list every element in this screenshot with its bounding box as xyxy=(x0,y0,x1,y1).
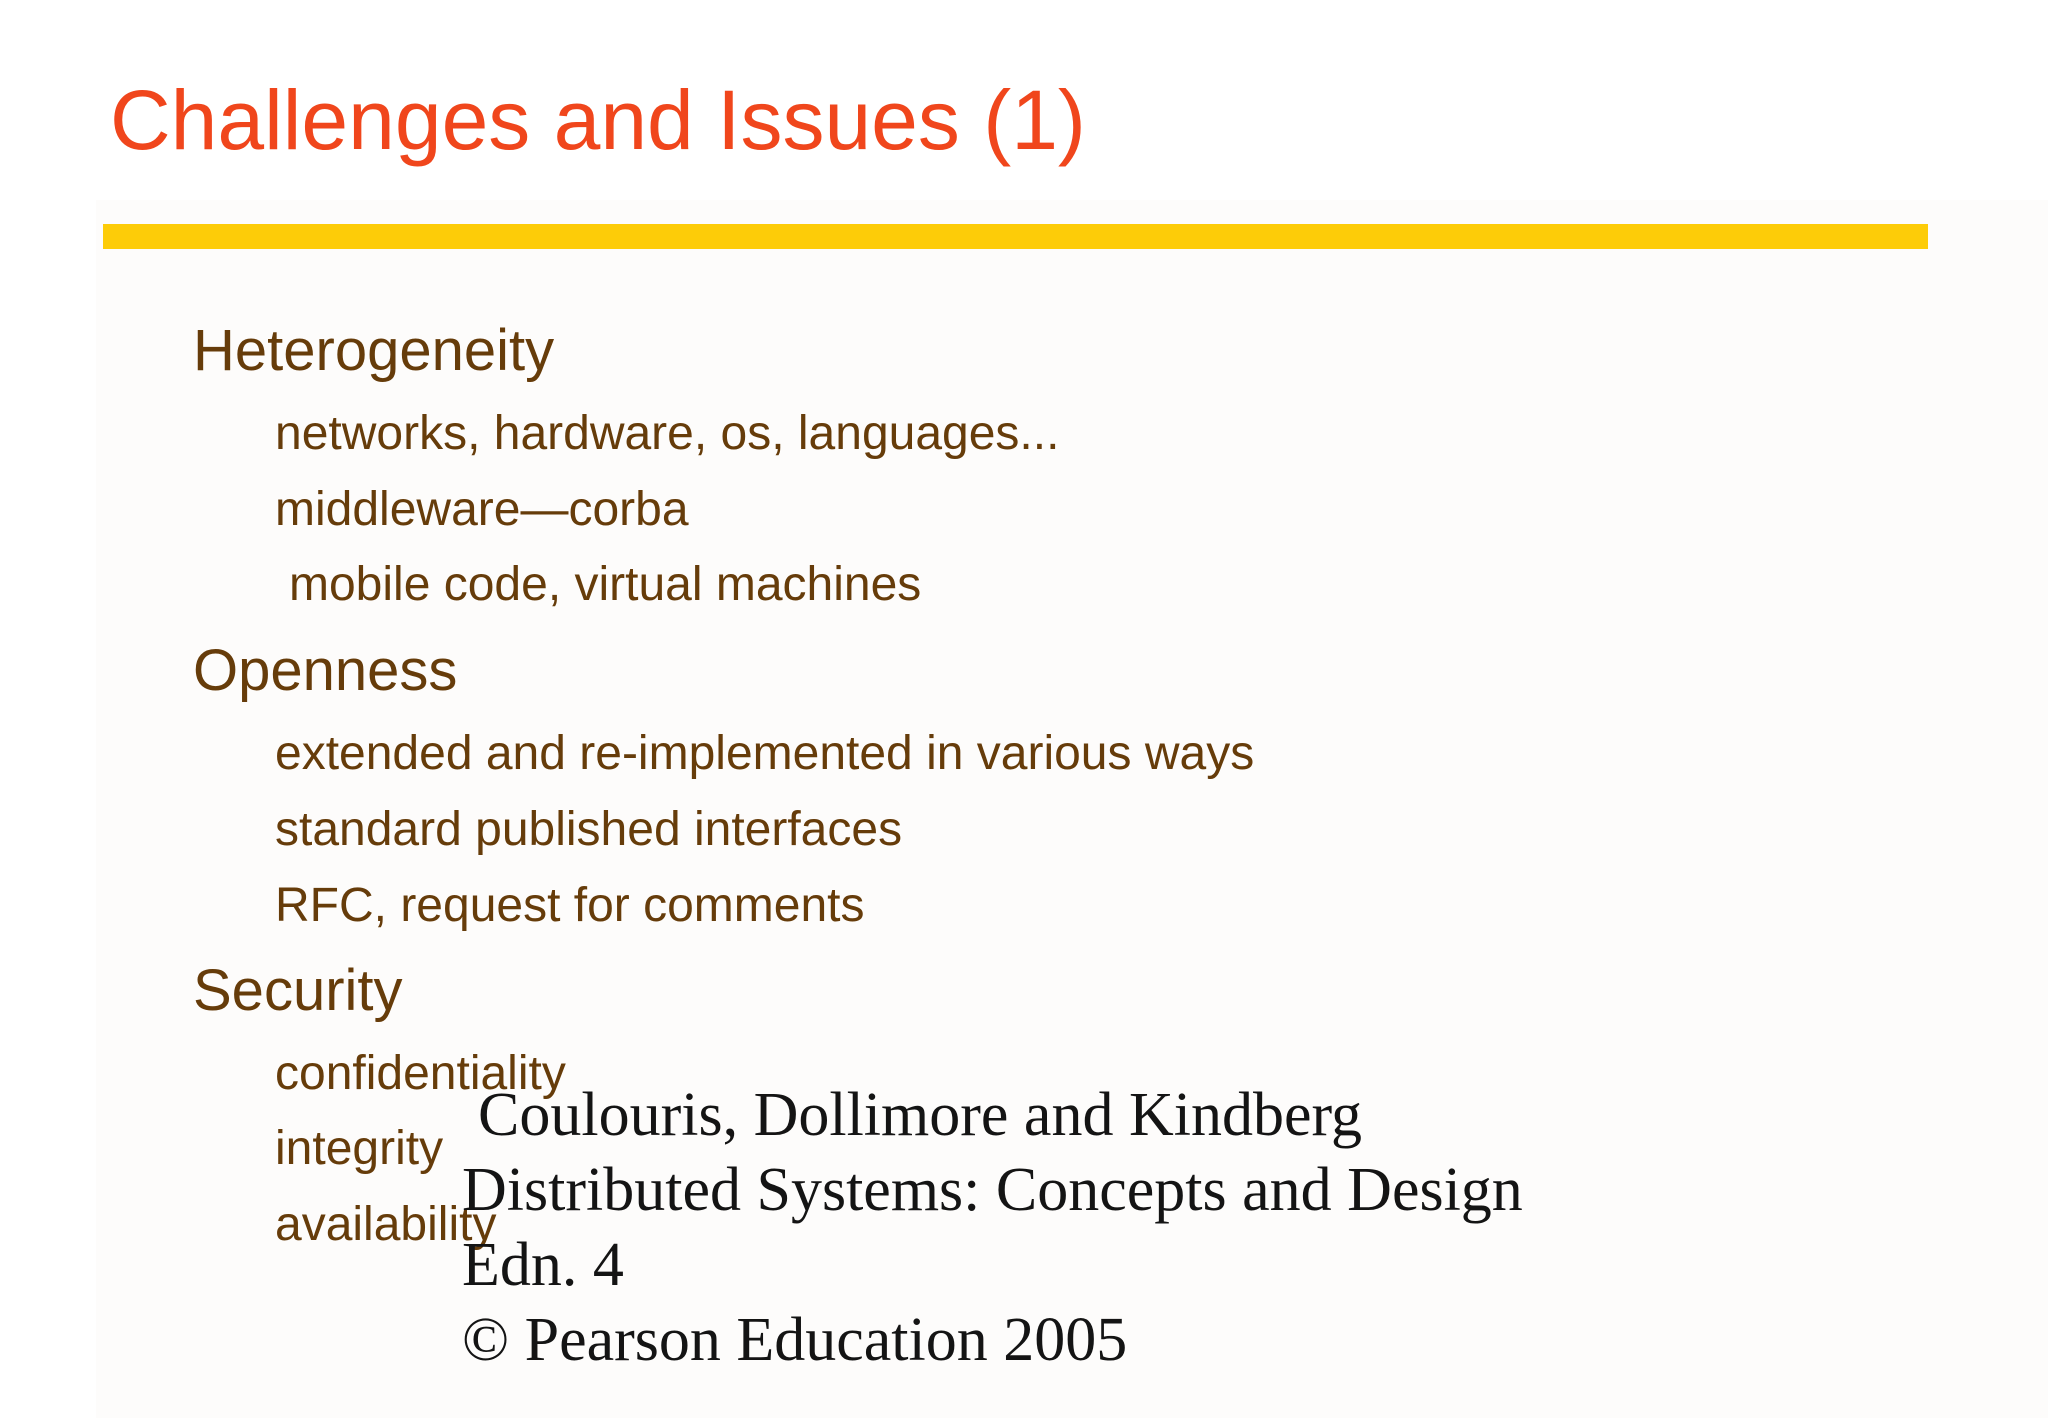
credit-authors: Coulouris, Dollimore and Kindberg xyxy=(478,1081,1362,1149)
section-heading-openness: Openness xyxy=(193,638,458,703)
bullet-item: mobile code, virtual machines xyxy=(289,558,922,611)
bullet-item: confidentiality xyxy=(275,1047,566,1100)
bullet-item: integrity xyxy=(275,1122,444,1175)
title-underline-rule xyxy=(103,224,1928,249)
credit-edition: Edn. 4 xyxy=(462,1231,624,1299)
slide-title: Challenges and Issues (1) xyxy=(110,73,1086,167)
bullet-item: standard published interfaces xyxy=(275,803,903,856)
bullet-item: RFC, request for comments xyxy=(275,879,865,932)
bullet-item: networks, hardware, os, languages... xyxy=(275,407,1060,460)
credit-copyright: © Pearson Education 2005 xyxy=(462,1306,1128,1374)
section-heading-heterogeneity: Heterogeneity xyxy=(193,318,555,383)
section-heading-security: Security xyxy=(193,958,403,1023)
credit-book-title: Distributed Systems: Concepts and Design xyxy=(462,1156,1523,1224)
bullet-item: extended and re-implemented in various ways xyxy=(275,727,1255,780)
bullet-item: availability xyxy=(275,1198,497,1251)
bullet-item: middleware—corba xyxy=(275,483,689,536)
